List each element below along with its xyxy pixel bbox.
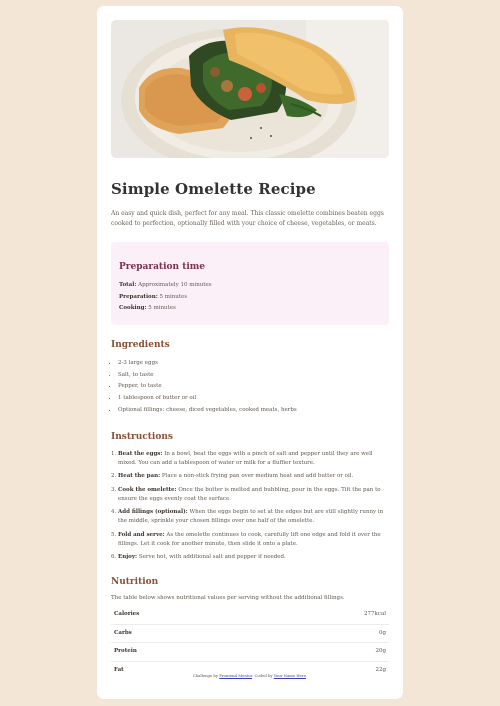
prep-list: [119, 280, 381, 315]
nutrition-row: [111, 606, 389, 625]
preparation-time-box: [111, 242, 389, 325]
nutrient-value: 0g: [378, 629, 386, 636]
ingredient-item: • 2-3 large eggs: [118, 358, 389, 370]
step-label: Fold and serve:: [118, 531, 165, 538]
step-text: In a bowl, beat the eggs with a pinch of salt and pepper until they are well mixed. You can add a tablespoon of water or milk for a fluffier texture.: [118, 450, 373, 466]
step-text: Once the butter is melted and bubbling, pour in the eggs. Tilt the pan to ensure the eggs evenly coat the surface.: [118, 486, 381, 502]
prep-item-value: Approximately 10 minutes: [136, 282, 212, 288]
nutrition-row: [111, 625, 389, 644]
ingredients-list: [111, 358, 389, 417]
step-label: Heat the pan:: [118, 473, 161, 480]
nutrient-name: Fat: [114, 666, 124, 673]
recipe-card: [97, 6, 403, 699]
nutrition-row: [111, 643, 389, 662]
nutrition-intro: The table below shows nutritional values per serving without the additional fillings.: [111, 595, 345, 602]
recipe-intro: An easy and quick dish, perfect for any meal. This classic omelette combines beaten eggs cooked to perfection, optionally filled with your choice of cheese, vegetables, or meats.: [111, 210, 384, 227]
author-link[interactable]: Your Name Here: [273, 673, 306, 678]
frontend-mentor-link[interactable]: Frontend Mentor: [219, 673, 253, 678]
prep-item: [119, 292, 381, 304]
instruction-step: [118, 553, 389, 562]
step-text: Serve hot, with additional salt and pepper if needed.: [137, 554, 286, 561]
prep-item-label: Preparation:: [119, 293, 158, 300]
step-label: Enjoy:: [118, 554, 138, 561]
prep-heading: Preparation time: [119, 262, 206, 272]
nutrition-table: [111, 606, 389, 679]
nutrient-value: 22g: [375, 666, 386, 673]
instruction-step: [118, 508, 389, 526]
prep-item-value: 5 minutes: [146, 305, 176, 311]
step-label: Beat the eggs:: [118, 450, 163, 457]
nutrient-value: 277kcal: [364, 611, 386, 618]
instruction-step: [118, 450, 389, 468]
nutrition-heading: Nutrition: [111, 577, 159, 588]
step-text: Place a non-stick frying pan over medium heat and add butter or oil.: [160, 473, 354, 480]
ingredients-heading: Ingredients: [111, 340, 170, 350]
footer-middle: . Coded by: [252, 673, 274, 678]
prep-item-label: Total:: [119, 282, 137, 288]
instruction-step: [118, 486, 389, 504]
ingredient-item: • Salt, to taste: [118, 370, 389, 382]
instruction-step: [118, 472, 389, 481]
ingredient-item: • Pepper, to taste: [118, 381, 389, 393]
ingredient-item: • 1 tablespoon of butter or oil: [118, 393, 389, 405]
prep-item: [119, 303, 381, 315]
footer-suffix: .: [305, 673, 308, 678]
nutrient-name: Protein: [114, 648, 137, 655]
ingredient-item: • Optional fillings: cheese, diced vegetables, cooked meats, herbs: [118, 405, 389, 417]
prep-item-label: Cooking:: [119, 305, 147, 311]
prep-item: [119, 280, 381, 292]
instruction-step: [118, 531, 389, 549]
recipe-title: Simple Omelette Recipe: [111, 180, 316, 198]
omelette-image: [111, 20, 389, 158]
instructions-heading: Instructions: [111, 431, 173, 442]
instructions-list: [111, 450, 389, 563]
step-text: When the eggs begin to set at the edges but are still slightly runny in the middle, sprinkle your chosen fillings over one half of the omelette.: [118, 509, 384, 525]
step-label: Add fillings (optional):: [118, 509, 188, 516]
prep-item-value: 5 minutes: [157, 293, 188, 300]
step-text: As the omelette continues to cook, carefully lift one edge and fold it over the fillings. Let it cook for another minute, then slide it onto a plate.: [118, 531, 381, 547]
nutrient-name: Calories: [114, 611, 140, 618]
footer-prefix: Challenge by: [192, 673, 220, 678]
omelette-photo: [111, 20, 389, 158]
nutrient-value: 20g: [375, 648, 386, 655]
step-label: Cook the omelette:: [118, 486, 177, 493]
attribution-footer: [0, 673, 500, 678]
nutrient-name: Carbs: [114, 629, 132, 636]
